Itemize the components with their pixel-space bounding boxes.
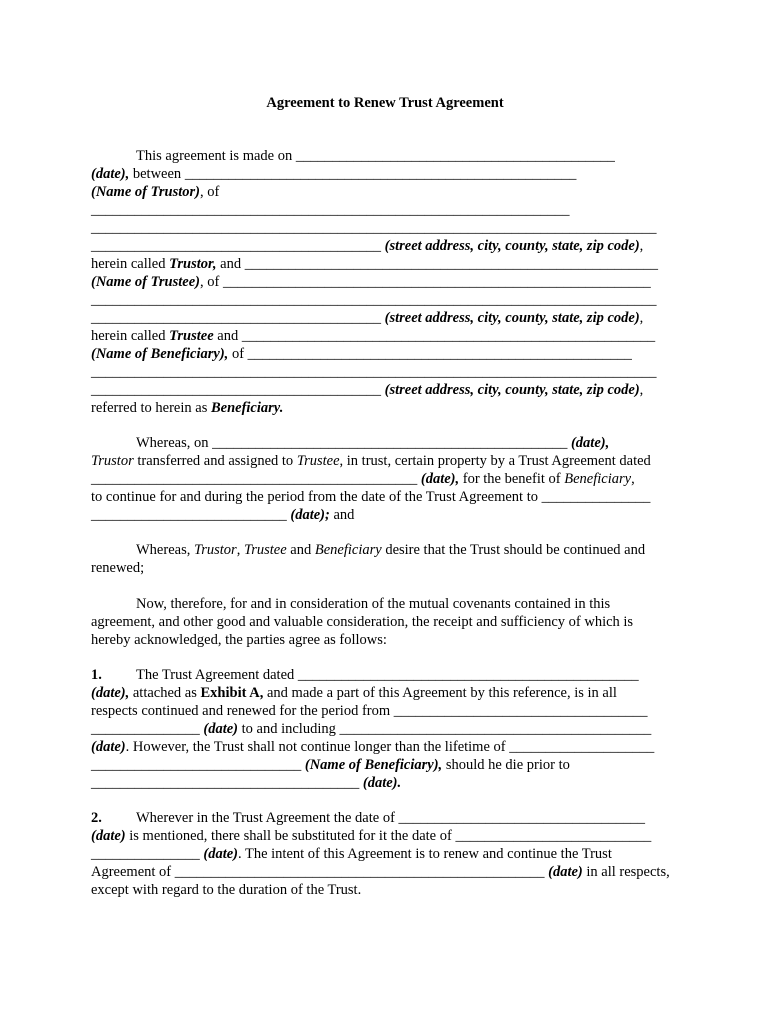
- label: (date): [203, 721, 238, 737]
- trustor-name-blank: ______________________________________________________: [184, 166, 577, 182]
- address-blank: ______________________________________________________________________________: [91, 220, 657, 236]
- address-blank: ________________________________________: [91, 238, 381, 254]
- label: (Name of Trustee): [91, 274, 200, 290]
- text: , of: [200, 184, 220, 200]
- text: Agreement of: [91, 864, 172, 880]
- section-line: [91, 666, 681, 684]
- text: is mentioned, there shall be substituted for it the date of: [129, 828, 452, 844]
- preamble-line: [91, 201, 681, 219]
- address-blank: ______________________________________________________________________________: [91, 292, 657, 308]
- address-blank: ______________________________________________________________________________: [91, 364, 657, 380]
- label: (Name of Beneficiary),: [304, 757, 443, 773]
- label: (date),: [570, 435, 610, 451]
- label: Trustee: [243, 542, 287, 558]
- label: (date): [91, 828, 126, 844]
- preamble-line: [91, 309, 681, 327]
- preamble-line: [91, 255, 681, 273]
- label: Trustee: [296, 453, 340, 469]
- label: (date),: [91, 685, 130, 701]
- label: Beneficiary: [314, 542, 382, 558]
- text: Whereas, on: [136, 435, 209, 451]
- preamble-line: [91, 165, 681, 183]
- preamble-line: [91, 327, 681, 345]
- address-blank: ___________________________________________________________: [222, 274, 651, 290]
- label: Trustor: [91, 453, 134, 469]
- section-number: 1.: [91, 667, 102, 683]
- text: and: [217, 328, 239, 344]
- section-line: [91, 684, 681, 702]
- text: Now, therefore, for and in consideration of the mutual covenants contained in this: [136, 596, 611, 612]
- address-blank: ________________________________________: [91, 310, 381, 326]
- text: The Trust Agreement dated: [136, 667, 295, 683]
- section-line: [91, 827, 681, 845]
- exhibit-label: Exhibit A,: [200, 685, 264, 701]
- beneficiary-name-blank: ____________________: [509, 739, 655, 755]
- date-blank: _______________: [91, 846, 200, 862]
- date-blank: ___________________________: [91, 507, 287, 523]
- label: (street address, city, county, state, zip code): [384, 238, 640, 254]
- label: (street address, city, county, state, zip code): [384, 310, 640, 326]
- text: except with regard to the duration of the Trust.: [91, 882, 362, 898]
- text: renewed;: [91, 560, 145, 576]
- text: ,: [236, 542, 241, 558]
- text: to continue for and during the period from the date of the Trust Agreement to: [91, 489, 538, 505]
- now-line: [91, 613, 681, 631]
- section-2: [91, 809, 681, 899]
- text: in all respects,: [586, 864, 670, 880]
- label: (date): [548, 864, 583, 880]
- now-line: [91, 595, 681, 613]
- preamble-line: [91, 363, 681, 381]
- date-blank: _______________: [91, 721, 200, 737]
- whereas-line: [91, 452, 681, 470]
- label: Trustee: [169, 328, 214, 344]
- label: Beneficiary: [564, 471, 632, 487]
- preamble-line: [91, 147, 681, 165]
- text: agreement, and other good and valuable consideration, the receipt and sufficiency of which is: [91, 614, 634, 630]
- whereas-paragraph-1: [91, 434, 681, 524]
- date-blank: _______________________________________________: [297, 667, 639, 683]
- text: to and including: [241, 721, 336, 737]
- beneficiary-name-blank: _________________________________________________________: [241, 328, 656, 344]
- label: (date): [203, 846, 238, 862]
- preamble-line: [91, 381, 681, 399]
- text: transferred and assigned to: [137, 453, 294, 469]
- text: hereby acknowledged, the parties agree as follows:: [91, 632, 387, 648]
- text: ,: [631, 471, 635, 487]
- text: This agreement is made on: [136, 148, 293, 164]
- date-blank: _________________________________________________: [212, 435, 568, 451]
- preamble-line: [91, 237, 681, 255]
- whereas-line: [91, 434, 681, 452]
- beneficiary-name-blank: _____________________________: [91, 757, 302, 773]
- section-line: [91, 809, 681, 827]
- date-blank: __________________________________: [398, 810, 646, 826]
- section-line: [91, 881, 681, 899]
- text: desire that the Trust should be continued and: [385, 542, 646, 558]
- text: and: [220, 256, 242, 272]
- text: of: [231, 346, 245, 362]
- preamble-line: [91, 219, 681, 237]
- label: (date).: [362, 775, 402, 791]
- label: (Name of Beneficiary),: [91, 346, 229, 362]
- text: for the benefit of: [462, 471, 561, 487]
- section-line: [91, 720, 681, 738]
- section-line: [91, 863, 681, 881]
- label: (date): [91, 739, 126, 755]
- text: and: [290, 542, 312, 558]
- text: herein called: [91, 328, 166, 344]
- label: Beneficiary.: [210, 400, 284, 416]
- preamble-line: [91, 345, 681, 363]
- address-blank: ________________________________________: [91, 382, 381, 398]
- now-line: [91, 631, 681, 649]
- address-blank: _____________________________________________________: [247, 346, 632, 362]
- section-line: [91, 702, 681, 720]
- text: between: [132, 166, 182, 182]
- text: should he die prior to: [445, 757, 570, 773]
- whereas-line: [91, 470, 681, 488]
- section-1: [91, 666, 681, 792]
- label: (street address, city, county, state, zip code): [384, 382, 640, 398]
- section-line: [91, 774, 681, 792]
- preamble-line: [91, 399, 681, 417]
- text: attached as: [132, 685, 197, 701]
- label: Trustor,: [169, 256, 217, 272]
- whereas-line: [91, 559, 681, 577]
- date-blank: ___________________________________________: [339, 721, 652, 737]
- text: , of: [200, 274, 220, 290]
- text: Whereas,: [136, 542, 191, 558]
- text: ,: [639, 382, 644, 398]
- now-therefore-paragraph: [91, 595, 681, 649]
- preamble-line: [91, 291, 681, 309]
- text: respects continued and renewed for the period from: [91, 703, 391, 719]
- label: Trustor: [193, 542, 237, 558]
- document-title: Agreement to Renew Trust Agreement: [266, 95, 504, 111]
- whereas-paragraph-2: [91, 541, 681, 577]
- text: , in trust, certain property by a Trust Agreement dated: [339, 453, 651, 469]
- label: (date);: [290, 507, 330, 523]
- section-line: [91, 756, 681, 774]
- trustee-name-blank: _________________________________________________________: [244, 256, 658, 272]
- label: (date),: [420, 471, 460, 487]
- text: and made a part of this Agreement by this reference, is in all: [267, 685, 617, 701]
- date-blank: ____________________________________________: [295, 148, 615, 164]
- section-number: 2.: [91, 810, 102, 826]
- label: (date),: [91, 166, 130, 182]
- date-blank: _______________: [541, 489, 651, 505]
- preamble-paragraph: [91, 147, 681, 417]
- whereas-line: [91, 488, 681, 506]
- text: herein called: [91, 256, 166, 272]
- text: ,: [639, 238, 644, 254]
- address-blank: __________________________________________________________________: [91, 202, 570, 218]
- text: . The intent of this Agreement is to renew and continue the Trust: [238, 846, 612, 862]
- text: referred to herein as: [91, 400, 208, 416]
- text: ,: [639, 310, 644, 326]
- whereas-line: [91, 506, 681, 524]
- preamble-line: [91, 273, 681, 291]
- section-line: [91, 738, 681, 756]
- text: . However, the Trust shall not continue longer than the lifetime of: [125, 739, 506, 755]
- date-blank: ___________________________________________________: [174, 864, 545, 880]
- date-blank: ___________________________: [455, 828, 652, 844]
- date-blank: _____________________________________________: [91, 471, 418, 487]
- label: (Name of Trustor): [91, 184, 201, 200]
- whereas-line: [91, 541, 681, 559]
- text: Wherever in the Trust Agreement the date of: [136, 810, 395, 826]
- section-line: [91, 845, 681, 863]
- date-blank: ___________________________________: [393, 703, 648, 719]
- preamble-line: [91, 183, 681, 201]
- date-blank: _____________________________________: [91, 775, 360, 791]
- text: and: [333, 507, 355, 523]
